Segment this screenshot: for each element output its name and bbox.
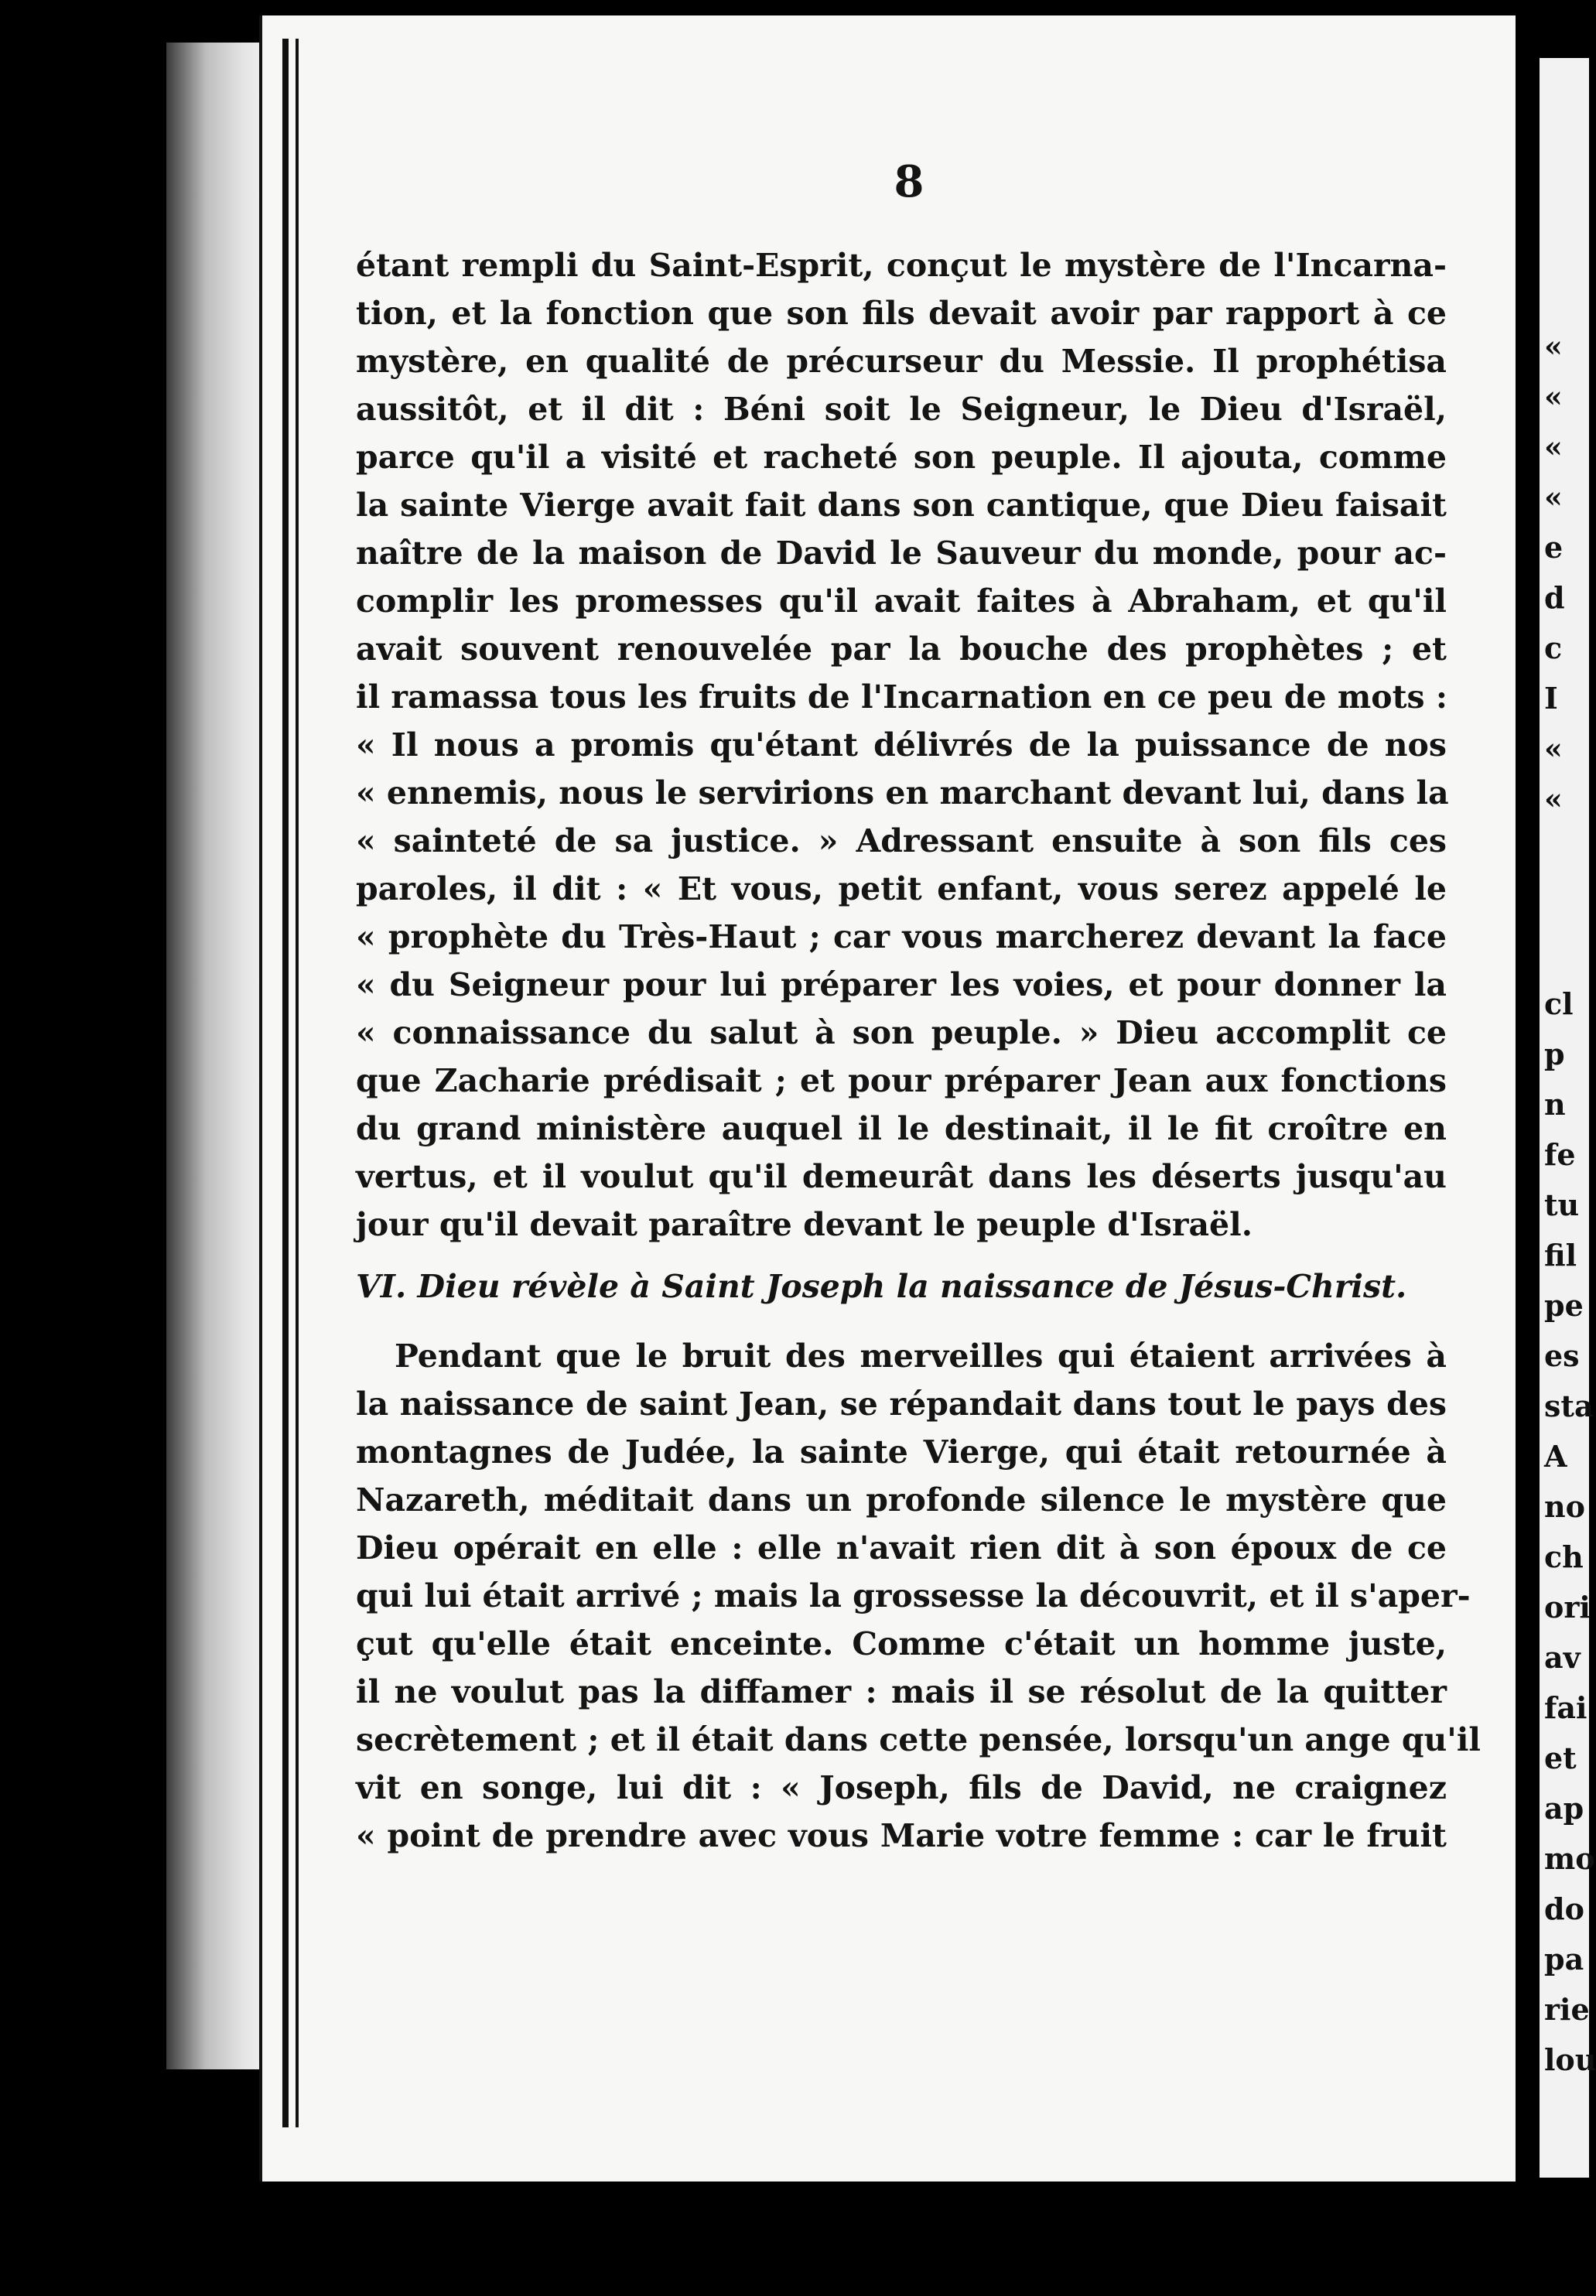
- text-line: secrètement ; et il était dans cette pensée, lorsqu'un ange qu'il: [356, 1721, 1481, 1758]
- next-page-fragment: cl: [1544, 986, 1574, 1021]
- page-text: [356, 147, 1481, 1860]
- text-line: qui lui était arrivé ; mais la grossesse la découvrit, et il s'aper-: [356, 1577, 1471, 1614]
- next-page-fragment: et: [1544, 1741, 1577, 1775]
- text-line: Nazareth, méditait dans un profonde silence le mystère que: [356, 1481, 1447, 1519]
- next-page-fragment: fai: [1544, 1690, 1587, 1725]
- text-line: du grand ministère auquel il le destinait, il le fit croître en: [356, 1110, 1447, 1147]
- text-line: aussitôt, et il dit : Béni soit le Seigneur, le Dieu d'Israël,: [356, 391, 1447, 428]
- next-page-fragment: rie: [1544, 1992, 1590, 2027]
- text-line: vertus, et il voulut qu'il demeurât dans les déserts jusqu'au: [356, 1158, 1447, 1195]
- next-page-fragment: «: [1544, 379, 1563, 414]
- next-page-fragment: tu: [1544, 1187, 1580, 1222]
- next-page-fragment: sta: [1544, 1389, 1594, 1423]
- next-page-fragment: ori: [1544, 1590, 1591, 1625]
- text-line: parce qu'il a visité et racheté son peuple. Il ajouta, comme: [356, 439, 1447, 476]
- next-page-fragment: d: [1544, 580, 1565, 615]
- text-line: « prophète du Très-Haut ; car vous marcherez devant la face: [356, 918, 1447, 955]
- next-page-fragment: «: [1544, 329, 1563, 364]
- text-line: Pendant que le bruit des merveilles qui étaient arrivées à: [395, 1338, 1447, 1375]
- next-page-fragment: A: [1544, 1439, 1567, 1474]
- next-page-fragment: n: [1544, 1087, 1566, 1122]
- text-line: que Zacharie prédisait ; et pour préparer Jean aux fonctions: [356, 1062, 1447, 1099]
- next-page-fragment: no: [1544, 1489, 1585, 1524]
- text-line: « connaissance du salut à son peuple. » Dieu accomplit ce: [356, 1014, 1447, 1051]
- text-line: complir les promesses qu'il avait faites à Abraham, et qu'il: [356, 583, 1447, 620]
- next-page-fragment: «: [1544, 781, 1563, 816]
- next-page-fragment: mo: [1544, 1841, 1595, 1876]
- next-page-fragment: c: [1544, 630, 1563, 665]
- text-line: la naissance de saint Jean, se répandait dans tout le pays des: [356, 1385, 1447, 1423]
- next-page-fragment: «: [1544, 429, 1563, 464]
- next-page-fragment: pe: [1544, 1288, 1584, 1323]
- text-line: jour qu'il devait paraître devant le peuple d'Israël.: [356, 1206, 1253, 1243]
- next-page-fragment: I: [1544, 681, 1558, 716]
- page-gutter-rule-thin: [296, 39, 299, 2127]
- text-line: « Il nous a promis qu'étant délivrés de la puissance de nos: [356, 726, 1447, 764]
- text-line: « sainteté de sa justice. » Adressant ensuite à son fils ces: [356, 822, 1447, 859]
- section-heading: VI. Dieu révèle à Saint Joseph la naissance de Jésus-Christ.: [356, 1268, 1407, 1305]
- next-page-fragment: lou: [1544, 2042, 1596, 2077]
- text-line: « du Seigneur pour lui préparer les voies, et pour donner la: [356, 966, 1447, 1003]
- text-line: « point de prendre avec vous Marie votre femme : car le fruit: [356, 1817, 1447, 1854]
- next-page-fragment: «: [1544, 480, 1563, 514]
- page-gutter-rule: [282, 39, 289, 2127]
- text-line: « ennemis, nous le servirions en marchant devant lui, dans la: [356, 774, 1449, 811]
- next-page-fragment: fe: [1544, 1137, 1576, 1172]
- next-page-fragment: ch: [1544, 1539, 1584, 1574]
- text-line: il ne voulut pas la diffamer : mais il se résolut de la quitter: [356, 1673, 1447, 1710]
- text-line: çut qu'elle était enceinte. Comme c'était un homme juste,: [356, 1625, 1447, 1662]
- next-page-edge: [1540, 58, 1596, 2178]
- next-page-fragment: ap: [1544, 1791, 1584, 1826]
- text-line: il ramassa tous les fruits de l'Incarnation en ce peu de mots :: [356, 678, 1448, 716]
- text-line: étant rempli du Saint-Esprit, conçut le mystère de l'Incarna-: [356, 247, 1447, 284]
- text-line: Dieu opérait en elle : elle n'avait rien dit à son époux de ce: [356, 1529, 1447, 1567]
- text-line: paroles, il dit : « Et vous, petit enfant, vous serez appelé le: [356, 870, 1447, 907]
- next-page-fragment: es: [1544, 1338, 1580, 1373]
- text-line: montagnes de Judée, la sainte Vierge, qui était retournée à: [356, 1433, 1447, 1471]
- text-line: avait souvent renouvelée par la bouche des prophètes ; et: [356, 630, 1447, 668]
- next-page-fragment: do: [1544, 1891, 1584, 1926]
- next-page-fragment: e: [1544, 530, 1564, 565]
- page-number: 8: [894, 156, 924, 207]
- next-page-fragment: pa: [1544, 1942, 1584, 1977]
- text-line: naître de la maison de David le Sauveur du monde, pour ac-: [356, 535, 1447, 572]
- paragraph-2: [356, 1332, 1481, 1860]
- next-page-fragment: p: [1544, 1037, 1565, 1071]
- next-page-fragment: fil: [1544, 1238, 1577, 1273]
- next-page-fragment: «: [1544, 731, 1563, 766]
- text-line: la sainte Vierge avait fait dans son cantique, que Dieu faisait: [356, 487, 1447, 524]
- text-line: tion, et la fonction que son fils devait avoir par rapport à ce: [356, 295, 1447, 332]
- paragraph-1: [356, 241, 1447, 1249]
- next-page-fragment: av: [1544, 1640, 1581, 1675]
- text-line: vit en songe, lui dit : « Joseph, fils de David, ne craignez: [356, 1769, 1447, 1806]
- text-line: mystère, en qualité de précurseur du Messie. Il prophétisa: [356, 343, 1447, 380]
